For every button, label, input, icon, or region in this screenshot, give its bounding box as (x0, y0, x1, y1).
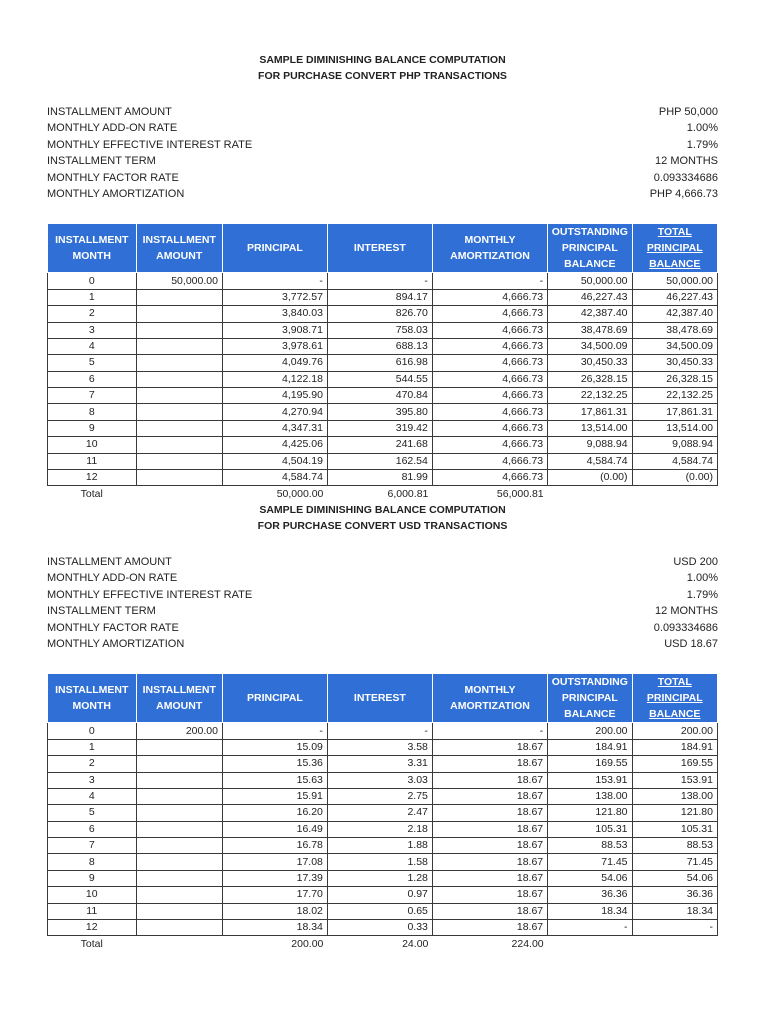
table-cell (136, 920, 222, 936)
table-cell: 81.99 (327, 470, 432, 486)
table-cell (136, 772, 222, 788)
table-cell (136, 936, 222, 952)
table-cell: 0.97 (327, 887, 432, 903)
param-row (47, 620, 718, 636)
table-cell (136, 338, 222, 354)
table-cell: 18.67 (432, 838, 547, 854)
total-principal: 50,000.00 (276, 487, 324, 500)
table-cell: 3,908.71 (222, 322, 327, 338)
table-cell: - (327, 723, 432, 739)
table-cell (632, 936, 717, 952)
table-cell: 6 (48, 371, 137, 387)
table-cell: 18.34 (632, 903, 717, 919)
table-cell: 38,478.69 (548, 322, 632, 338)
table-cell (136, 322, 222, 338)
total-interest: 24.00 (402, 937, 429, 950)
table-cell: (0.00) (548, 470, 632, 486)
table-cell: 4,425.06 (222, 437, 327, 453)
table-cell: 34,500.09 (548, 338, 632, 354)
param-label: MONTHLY ADD-ON RATE (47, 122, 178, 135)
table-cell: 4,666.73 (432, 322, 547, 338)
table-cell: 30,450.33 (548, 355, 632, 371)
table-cell: 18.67 (432, 887, 547, 903)
table-cell: 121.80 (632, 805, 717, 821)
table-cell (136, 289, 222, 305)
total-principal: 200.00 (291, 937, 324, 950)
header-monthly-amortization: MONTHLY AMORTIZATION (432, 674, 547, 723)
table-cell: 18.67 (432, 756, 547, 772)
section-title (47, 52, 718, 84)
table-cell: 18.34 (222, 920, 327, 936)
table-cell: 18.67 (432, 870, 547, 886)
table-row (48, 388, 718, 404)
table-cell: 3,772.57 (222, 289, 327, 305)
table-cell: 1.28 (327, 870, 432, 886)
table-cell: - (432, 723, 547, 739)
table-cell: 11 (48, 903, 137, 919)
table-cell: 26,328.15 (548, 371, 632, 387)
header-interest: INTEREST (327, 224, 432, 273)
table-cell: 17,861.31 (632, 404, 717, 420)
param-value: PHP 50,000 (658, 106, 718, 118)
table-cell (548, 936, 632, 952)
table-cell: 1.88 (327, 838, 432, 854)
table-cell: 88.53 (632, 838, 717, 854)
table-cell (136, 903, 222, 919)
table-cell: 50,000.00 (548, 273, 632, 289)
table-cell: 169.55 (632, 756, 717, 772)
table-cell: 4 (48, 788, 137, 804)
header-principal: PRINCIPAL (222, 224, 327, 273)
param-row (47, 603, 718, 619)
table-cell: 1 (48, 289, 137, 305)
header-installment-amount: INSTALLMENT AMOUNT (136, 224, 222, 273)
param-row (47, 587, 718, 603)
param-value: 1.00% (686, 122, 718, 135)
param-value: USD 200 (673, 556, 718, 568)
table-cell: 3 (48, 772, 137, 788)
table-cell: 3,978.61 (222, 338, 327, 354)
param-row (47, 186, 718, 202)
table-cell: 688.13 (327, 338, 432, 354)
table-cell: 38,478.69 (632, 322, 717, 338)
table-cell: 9 (48, 870, 137, 886)
table-cell: 395.80 (327, 404, 432, 420)
param-row (47, 570, 718, 586)
table-cell: 10 (48, 437, 137, 453)
parameter-list (47, 554, 718, 652)
param-row (47, 120, 718, 136)
title-line: FOR PURCHASE CONVERT PHP TRANSACTIONS (258, 70, 507, 82)
table-cell: 50,000.00 (136, 273, 222, 289)
header-row (48, 674, 718, 723)
table-cell: 1.58 (327, 854, 432, 870)
table-cell: 18.67 (432, 805, 547, 821)
table-row (48, 404, 718, 420)
table-cell: 121.80 (548, 805, 632, 821)
table-cell: 26,328.15 (632, 371, 717, 387)
table-cell: 4,666.73 (432, 289, 547, 305)
table-row (48, 437, 718, 453)
header-principal: PRINCIPAL (222, 674, 327, 723)
table-cell: 46,227.43 (632, 289, 717, 305)
table-cell: 16.49 (222, 821, 327, 837)
param-value: 1.79% (686, 588, 718, 601)
table-cell: 5 (48, 355, 137, 371)
param-value: USD 18.67 (664, 637, 718, 650)
table-cell: 7 (48, 838, 137, 854)
table-cell: 6 (48, 821, 137, 837)
table-cell (548, 486, 632, 502)
table-row (48, 355, 718, 371)
header-outstanding-balance: OUTSTANDING PRINCIPAL BALANCE (548, 224, 632, 273)
table-row (48, 854, 718, 870)
param-label: MONTHLY ADD-ON RATE (47, 572, 178, 585)
table-cell (136, 486, 222, 502)
param-value: PHP 4,666.73 (649, 187, 718, 200)
table-cell: 18.67 (432, 903, 547, 919)
param-row (47, 104, 718, 120)
table-cell: 71.45 (548, 854, 632, 870)
table-cell: 319.42 (327, 420, 432, 436)
title-line: FOR PURCHASE CONVERT USD TRANSACTIONS (257, 520, 508, 532)
table-cell: 16.78 (222, 838, 327, 854)
param-label: INSTALLMENT TERM (47, 605, 156, 618)
table-cell: 162.54 (327, 453, 432, 469)
total-amortization: 56,000.81 (496, 487, 544, 500)
param-label: INSTALLMENT TERM (47, 155, 156, 168)
table-row (48, 371, 718, 387)
table-cell: 3.58 (327, 739, 432, 755)
table-cell: 18.02 (222, 903, 327, 919)
table-cell: 17.70 (222, 887, 327, 903)
table-cell: 105.31 (548, 821, 632, 837)
table-row (48, 788, 718, 804)
table-cell: 8 (48, 404, 137, 420)
param-row (47, 137, 718, 153)
table-cell: 200.00 (548, 723, 632, 739)
param-label: MONTHLY AMORTIZATION (47, 637, 185, 650)
total-row (48, 936, 718, 952)
table-cell (136, 838, 222, 854)
table-cell: 15.09 (222, 739, 327, 755)
param-label: MONTHLY FACTOR RATE (47, 171, 179, 184)
param-row (47, 170, 718, 186)
table-cell (136, 887, 222, 903)
table-cell: 2.75 (327, 788, 432, 804)
table-cell (136, 821, 222, 837)
table-cell: 9,088.94 (548, 437, 632, 453)
table-cell: 54.06 (548, 870, 632, 886)
table-cell: 4,666.73 (432, 371, 547, 387)
table-row (48, 723, 718, 739)
table-cell: 13,514.00 (632, 420, 717, 436)
table-cell: 4,666.73 (432, 453, 547, 469)
param-label: INSTALLMENT AMOUNT (47, 106, 172, 118)
table-cell: (0.00) (632, 470, 717, 486)
param-value: 12 MONTHS (655, 605, 718, 618)
table-row (48, 306, 718, 322)
table-cell: 4,049.76 (222, 355, 327, 371)
param-label: MONTHLY AMORTIZATION (47, 187, 185, 200)
table-cell: 3,840.03 (222, 306, 327, 322)
table-row (48, 289, 718, 305)
table-cell (136, 355, 222, 371)
table-cell: 169.55 (548, 756, 632, 772)
param-row (47, 554, 718, 570)
table-row (48, 453, 718, 469)
table-cell: 4,666.73 (432, 437, 547, 453)
table-cell: 9,088.94 (632, 437, 717, 453)
total-interest: 6,000.81 (387, 487, 429, 500)
param-label: MONTHLY EFFECTIVE INTEREST RATE (47, 138, 253, 151)
php-section (47, 52, 718, 502)
table-cell: 138.00 (548, 788, 632, 804)
table-cell: 0.33 (327, 920, 432, 936)
table-cell (136, 404, 222, 420)
table-cell: 7 (48, 388, 137, 404)
param-label: MONTHLY EFFECTIVE INTEREST RATE (47, 588, 253, 601)
table-cell: 4,666.73 (432, 306, 547, 322)
table-cell: 17,861.31 (548, 404, 632, 420)
table-cell: 4,666.73 (432, 420, 547, 436)
table-cell: 2 (48, 756, 137, 772)
table-cell: 200.00 (632, 723, 717, 739)
table-cell: 15.36 (222, 756, 327, 772)
table-cell: 18.67 (432, 854, 547, 870)
table-cell: 88.53 (548, 838, 632, 854)
table-row (48, 920, 718, 936)
table-cell: 18.67 (432, 821, 547, 837)
table-cell: 2.18 (327, 821, 432, 837)
table-cell (136, 870, 222, 886)
table-cell: 0.65 (327, 903, 432, 919)
table-cell: 184.91 (632, 739, 717, 755)
table-cell: 46,227.43 (548, 289, 632, 305)
table-row (48, 322, 718, 338)
table-row (48, 470, 718, 486)
header-installment-amount: INSTALLMENT AMOUNT (136, 674, 222, 723)
param-value: 0.093334686 (653, 621, 718, 634)
table-cell: 9 (48, 420, 137, 436)
table-cell: 12 (48, 470, 137, 486)
table-body (48, 273, 718, 502)
table-cell (136, 420, 222, 436)
table-cell: 34,500.09 (632, 338, 717, 354)
table-cell: 470.84 (327, 388, 432, 404)
table-row (48, 756, 718, 772)
table-cell: 4,666.73 (432, 338, 547, 354)
table-cell (136, 756, 222, 772)
param-row (47, 153, 718, 169)
table-cell: 4,584.74 (222, 470, 327, 486)
total-amortization: 224.00 (511, 937, 544, 950)
table-cell (136, 854, 222, 870)
param-value: 0.093334686 (653, 171, 718, 184)
table-cell: 12 (48, 920, 137, 936)
table-cell (136, 306, 222, 322)
header-row (48, 224, 718, 273)
header-monthly-amortization: MONTHLY AMORTIZATION (432, 224, 547, 273)
table-cell (136, 788, 222, 804)
table-cell: 10 (48, 887, 137, 903)
table-cell: 18.34 (548, 903, 632, 919)
table-cell: 15.63 (222, 772, 327, 788)
table-cell: 184.91 (548, 739, 632, 755)
table-cell: 18.67 (432, 788, 547, 804)
total-row (48, 486, 718, 502)
table-cell: 4,122.18 (222, 371, 327, 387)
table-cell: 4,666.73 (432, 470, 547, 486)
table-cell (136, 470, 222, 486)
table-row (48, 870, 718, 886)
table-cell (136, 437, 222, 453)
table-cell: - (632, 920, 717, 936)
param-value: 12 MONTHS (655, 155, 718, 168)
table-row (48, 739, 718, 755)
table-cell: - (222, 723, 327, 739)
table-cell: 3 (48, 322, 137, 338)
table-cell: 17.08 (222, 854, 327, 870)
table-cell: 2 (48, 306, 137, 322)
total-label: Total (80, 487, 103, 500)
table-cell: 105.31 (632, 821, 717, 837)
table-cell: 241.68 (327, 437, 432, 453)
table-cell: 758.03 (327, 322, 432, 338)
table-cell: 544.55 (327, 371, 432, 387)
table-cell: 153.91 (632, 772, 717, 788)
table-row (48, 838, 718, 854)
table-cell (136, 453, 222, 469)
table-body (48, 723, 718, 952)
table-row (48, 420, 718, 436)
table-cell: 0 (48, 273, 137, 289)
table-cell (632, 486, 717, 502)
table-cell: 4,666.73 (432, 355, 547, 371)
table-row (48, 887, 718, 903)
table-cell: 42,387.40 (632, 306, 717, 322)
table-cell: 36.36 (548, 887, 632, 903)
param-label: MONTHLY FACTOR RATE (47, 621, 179, 634)
table-cell: 4,584.74 (632, 453, 717, 469)
table-row (48, 805, 718, 821)
table-cell: 200.00 (136, 723, 222, 739)
table-cell: 4,504.19 (222, 453, 327, 469)
table-cell: 4,666.73 (432, 388, 547, 404)
table-cell: 826.70 (327, 306, 432, 322)
table-cell (136, 805, 222, 821)
table-cell: 22,132.25 (548, 388, 632, 404)
table-cell: 2.47 (327, 805, 432, 821)
header-interest: INTEREST (327, 674, 432, 723)
table-cell: 36.36 (632, 887, 717, 903)
table-cell: 4 (48, 338, 137, 354)
title-line: SAMPLE DIMINISHING BALANCE COMPUTATION (259, 504, 506, 516)
total-label: Total (80, 937, 103, 950)
table-cell: 13,514.00 (548, 420, 632, 436)
header-installment-month: INSTALLMENT MONTH (48, 674, 137, 723)
parameter-list (47, 104, 718, 202)
section-title (47, 502, 718, 534)
table-cell (136, 371, 222, 387)
table-cell: 54.06 (632, 870, 717, 886)
table-cell: 4,584.74 (548, 453, 632, 469)
table-cell: 50,000.00 (632, 273, 717, 289)
table-cell: - (548, 920, 632, 936)
title-line: SAMPLE DIMINISHING BALANCE COMPUTATION (259, 54, 506, 66)
table-cell: 3.31 (327, 756, 432, 772)
table-cell: 16.20 (222, 805, 327, 821)
table-cell: 894.17 (327, 289, 432, 305)
table-cell: 4,347.31 (222, 420, 327, 436)
table-row (48, 338, 718, 354)
table-cell: 4,195.90 (222, 388, 327, 404)
amortization-table (47, 223, 718, 501)
table-cell: 138.00 (632, 788, 717, 804)
param-value: 1.79% (686, 138, 718, 151)
usd-section (47, 502, 718, 952)
table-cell: - (222, 273, 327, 289)
table-cell: 18.67 (432, 739, 547, 755)
table-cell: 3.03 (327, 772, 432, 788)
table-cell: 616.98 (327, 355, 432, 371)
table-cell: 30,450.33 (632, 355, 717, 371)
amortization-table (47, 673, 718, 951)
table-cell: 4,666.73 (432, 404, 547, 420)
table-cell: 5 (48, 805, 137, 821)
table-cell: 4,270.94 (222, 404, 327, 420)
table-row (48, 821, 718, 837)
table-cell: 0 (48, 723, 137, 739)
table-cell (136, 388, 222, 404)
table-cell (136, 739, 222, 755)
table-cell: 153.91 (548, 772, 632, 788)
table-cell: 17.39 (222, 870, 327, 886)
header-installment-month: INSTALLMENT MONTH (48, 224, 137, 273)
table-cell: 18.67 (432, 920, 547, 936)
header-outstanding-balance: OUTSTANDING PRINCIPAL BALANCE (548, 674, 632, 723)
table-cell: 15.91 (222, 788, 327, 804)
table-cell: 42,387.40 (548, 306, 632, 322)
param-row (47, 636, 718, 652)
table-cell: 11 (48, 453, 137, 469)
table-row (48, 903, 718, 919)
table-row (48, 273, 718, 289)
param-label: INSTALLMENT AMOUNT (47, 556, 172, 568)
table-cell: 8 (48, 854, 137, 870)
header-total-principal-balance: TOTAL PRINCIPAL BALANCE (632, 224, 717, 273)
table-row (48, 772, 718, 788)
table-cell: - (432, 273, 547, 289)
table-cell: 22,132.25 (632, 388, 717, 404)
header-total-principal-balance: TOTAL PRINCIPAL BALANCE (632, 674, 717, 723)
table-cell: 18.67 (432, 772, 547, 788)
param-value: 1.00% (686, 572, 718, 585)
table-cell: 1 (48, 739, 137, 755)
table-cell: 71.45 (632, 854, 717, 870)
table-cell: - (327, 273, 432, 289)
